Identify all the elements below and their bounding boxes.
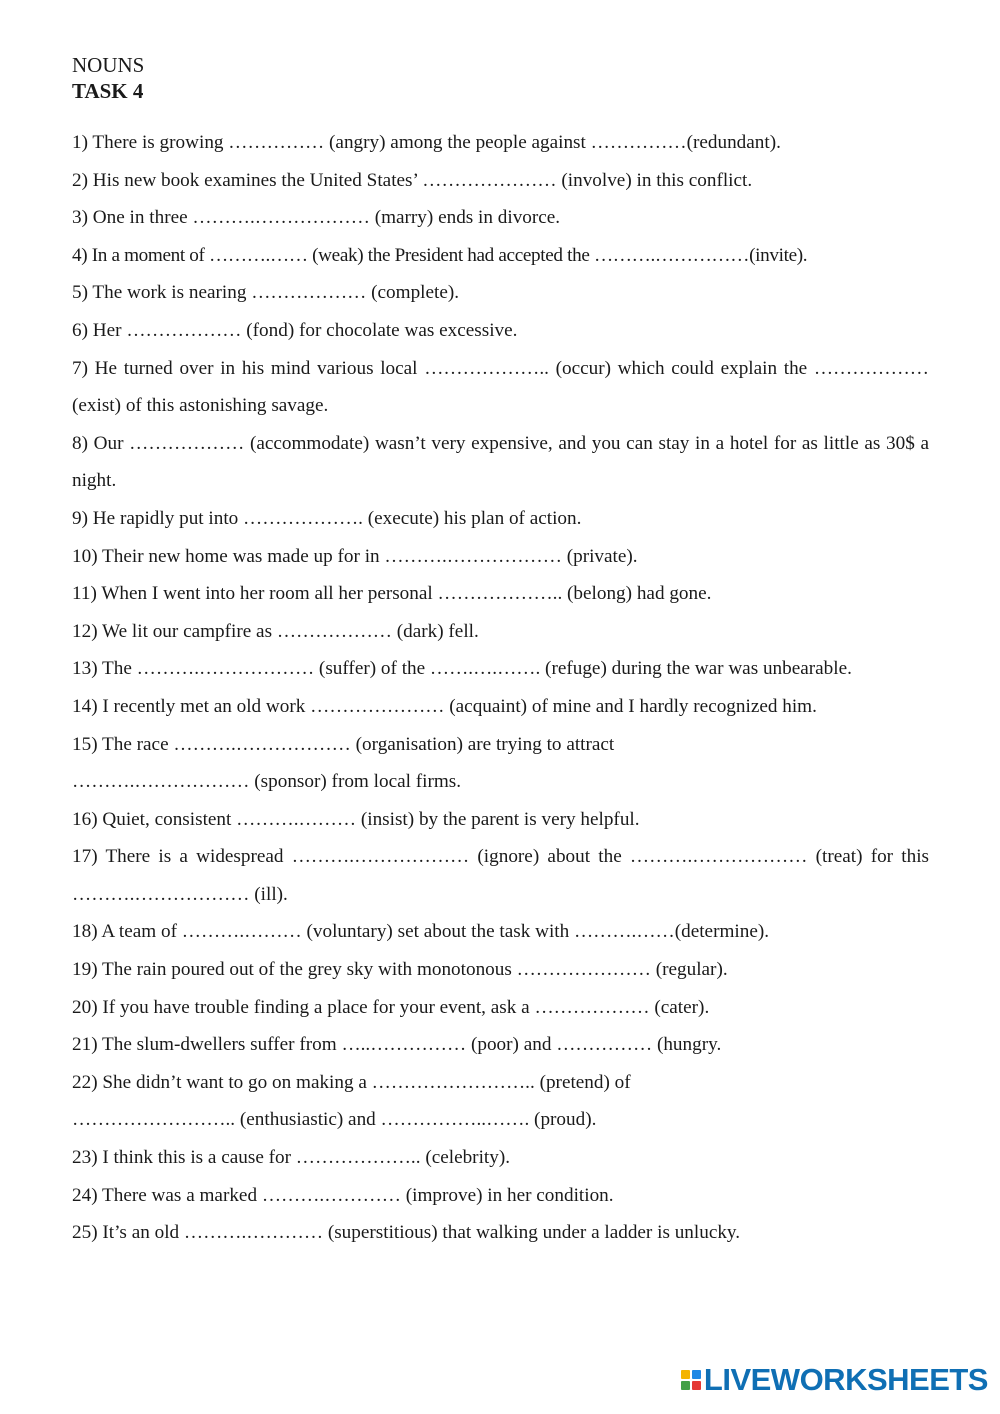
exercise-item-2: 2) His new book examines the United States’ ………………… (involve) in this conflict. xyxy=(72,169,753,191)
logo-text: LIVEWORKSHEETS xyxy=(703,1362,988,1397)
exercise-list xyxy=(72,124,929,1252)
exercise-item-20: 20) If you have trouble finding a place for your event, ask a ……………… (cater). xyxy=(72,996,710,1018)
logo-square xyxy=(681,1381,690,1390)
exercise-item-22: 22) She didn’t want to go on making a …………………….. (pretend) of …………………….. (enthusiastic) and ……………..……. (proud). xyxy=(72,1071,631,1131)
logo-square xyxy=(692,1381,701,1390)
exercise-item-11: 11) When I went into her room all her personal ……………….. (belong) had gone. xyxy=(72,583,712,605)
task-title: TASK 4 xyxy=(72,79,144,103)
exercise-item-13: 13) The ……….……………… (suffer) of the …….….……. (refuge) during the war was unbearable. xyxy=(72,658,852,680)
exercise-item-3: 3) One in three ……….……………… (marry) ends in divorce. xyxy=(72,207,561,229)
exercise-item-14: 14) I recently met an old work ………………… (acquaint) of mine and I hardly recognized him. xyxy=(72,695,817,717)
exercise-item-12: 12) We lit our campfire as ……………… (dark) fell. xyxy=(72,620,479,642)
exercise-item-5: 5) The work is nearing ……………… (complete). xyxy=(72,282,460,304)
exercise-item-8: 8) Our ……………… (accommodate) wasn’t very expensive, and you can stay in a hotel for as little as 30$ a night. xyxy=(72,432,929,492)
exercise-item-10: 10) Their new home was made up for in ……….……………… (private). xyxy=(72,545,638,567)
exercise-item-18: 18) A team of ……….……… (voluntary) set about the task with ……….……(determine). xyxy=(72,921,770,943)
exercise-item-7: 7) He turned over in his mind various local ……………….. (occur) which could explain the ……………… (exist) of this astonishing savage. xyxy=(72,357,929,417)
exercise-item-23: 23) I think this is a cause for ……………….. (celebrity). xyxy=(72,1147,511,1169)
exercise-item-21: 21) The slum-dwellers suffer from …..…………… (poor) and …………… (hungry. xyxy=(72,1034,722,1056)
exercise-item-15: 15) The race ……….……………… (organisation) are trying to attract ……….……………… (sponsor) from local firms. xyxy=(72,733,615,793)
liveworksheets-logo xyxy=(681,1362,988,1398)
exercise-item-16: 16) Quiet, consistent ……….……… (insist) by the parent is very helpful. xyxy=(72,808,640,830)
exercise-item-1: 1) There is growing …………… (angry) among the people against ……………(redundant). xyxy=(72,132,781,153)
exercise-item-19: 19) The rain poured out of the grey sky with monotonous ………………… (regular). xyxy=(72,959,728,981)
exercise-item-24: 24) There was a marked ……….………… (improve) in her condition. xyxy=(72,1184,614,1206)
logo-square xyxy=(692,1370,701,1379)
logo-mark-icon xyxy=(681,1370,701,1390)
logo-square xyxy=(681,1370,690,1379)
exercise-item-17: 17) There is a widespread ……….……………… (ignore) about the ……….……………… (treat) for this ……….……………… (ill). xyxy=(72,846,929,905)
exercise-item-4: 4) In a moment of ……….…… (weak) the President had accepted the ……….……………(invite). xyxy=(72,244,808,266)
exercise-item-9: 9) He rapidly put into ………………. (execute) his plan of action. xyxy=(72,507,582,529)
worksheet-header xyxy=(72,52,144,104)
subject-title: NOUNS xyxy=(72,53,145,77)
exercise-item-6: 6) Her ……………… (fond) for chocolate was excessive. xyxy=(72,319,518,341)
exercise-item-25: 25) It’s an old ……….………… (superstitious) that walking under a ladder is unlucky. xyxy=(72,1222,741,1244)
